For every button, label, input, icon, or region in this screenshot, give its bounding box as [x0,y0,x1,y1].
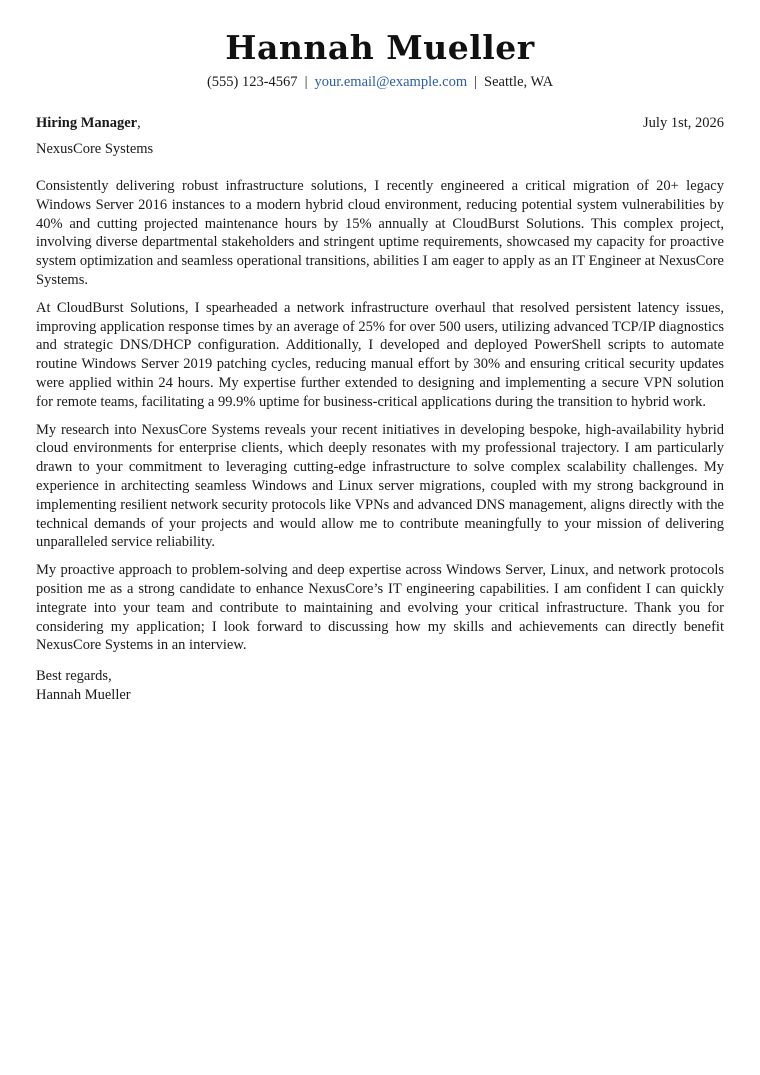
body-paragraph: At CloudBurst Solutions, I spearheaded a network infrastructure overhaul that resolved persistent latency issues, improving application response times by an average of 25% for over 500 users, utilizing advanced TCP/IP diagnostics and strategic DNS/DHCP configuration. Additionally, I developed and deployed PowerShell scripts to automate routine Windows Server 2019 patching cycles, reducing manual effort by 30% and ensuring critical security updates were applied within 24 hours. My expertise further extended to designing and implementing a secure VPN solution for remote teams, facilitating a 99.9% uptime for business-critical applications during the transition to hybrid work. [36,299,724,410]
location: Seattle, WA [484,74,554,90]
recipient-company: NexusCore Systems [36,141,154,157]
email-link[interactable]: your.email@example.com [314,74,468,90]
signature-name: Hannah Mueller [36,687,131,704]
phone-number: (555) 123-4567 [206,74,298,90]
contact-line [36,72,724,92]
letter-body [36,177,724,655]
closing-phrase: Best regards, [36,668,112,685]
recipient-suffix: , [137,115,141,131]
recipient-name: Hiring Manager [36,115,138,131]
recipient-date-row [36,113,724,133]
applicant-name: Hannah Mueller [225,28,535,67]
contact-separator: | [474,74,478,90]
letter-date: July 1st, 2026 [643,115,724,131]
letter-closing [36,667,724,705]
contact-separator: | [304,74,308,90]
recipient [36,113,141,133]
body-paragraph: My research into NexusCore Systems reveals your recent initiatives in developing bespoke, high-availability hybrid cloud environments for enterprise clients, which deeply resonates with my professional trajectory. I am particularly drawn to your commitment to leveraging cutting-edge infrastructure to solve complex scalability challenges. My experience in architecting seamless Windows and Linux server migrations, coupled with my strong background in implementing resilient network security protocols like VPNs and advanced DNS management, aligns directly with the technical demands of your projects and would allow me to contribute meaningfully to your mission of delivering unparalleled service reliability. [36,421,724,551]
body-paragraph: My proactive approach to problem-solving and deep expertise across Windows Server, Linux, and network protocols position me as a strong candidate to enhance NexusCore’s IT engineering capabilities. I am confident I can quickly integrate into your team and contribute to maintaining and evolving your critical infrastructure. Thank you for considering my application; I look forward to discussing how my skills and achievements can directly benefit NexusCore Systems in an interview. [36,562,724,654]
body-paragraph: Consistently delivering robust infrastructure solutions, I recently engineered a critical migration of 20+ legacy Windows Server 2016 instances to a modern hybrid cloud environment, reducing potential system vulnerabilities by 40% and cutting projected maintenance hours by 15% annually at CloudBurst Solutions. This complex project, involving diverse departmental stakeholders and stringent uptime requirements, showcased my capacity for proactive system optimization and seamless operational transitions, abilities I am eager to apply as an IT Engineer at NexusCore Systems. [36,178,724,288]
